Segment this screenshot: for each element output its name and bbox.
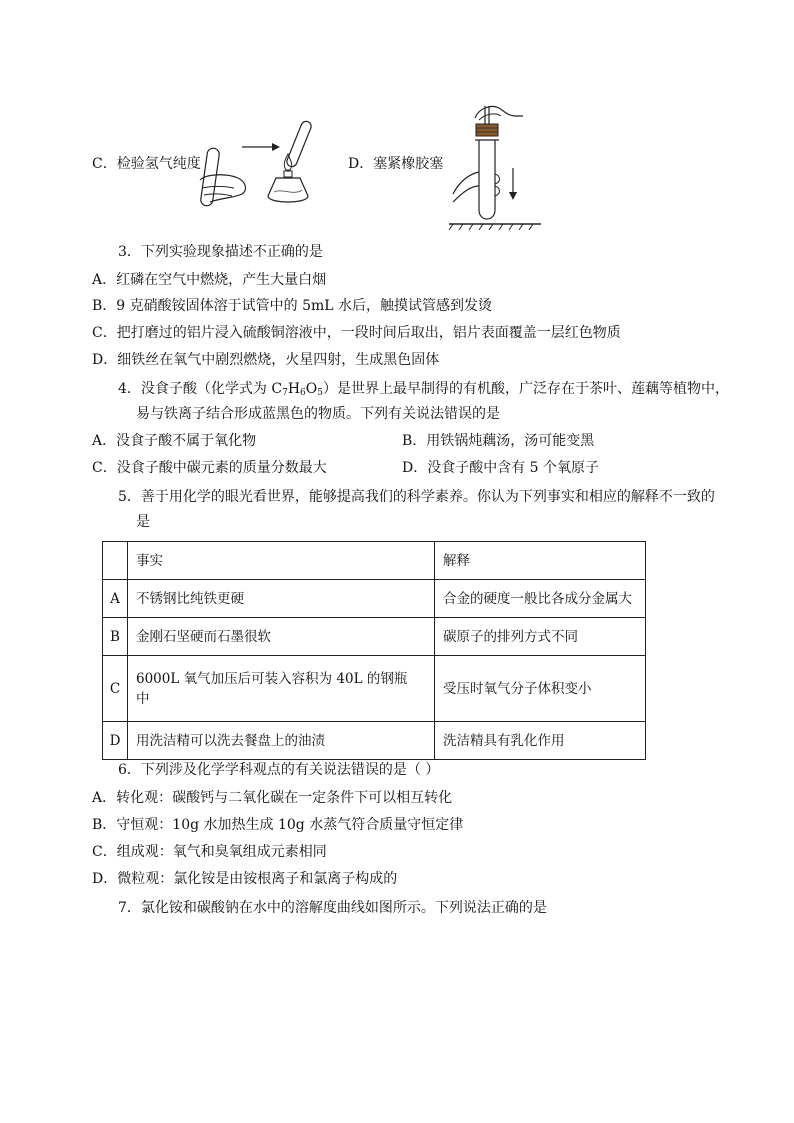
q3-option-c: C．把打磨过的铝片浸入硫酸铜溶液中，一段时间后取出，铝片表面覆盖一层红色物质 [92, 325, 621, 341]
q5-stem-line2: 是 [136, 514, 150, 530]
q3-option-b: B．9 克硝酸铵固体溶于试管中的 5mL 水后，触摸试管感到发烫 [92, 298, 493, 314]
row-fact: 金刚石坚硬而石墨很软 [128, 618, 435, 656]
q6-stem: 6．下列涉及化学学科观点的有关说法错误的是（ ） [118, 762, 440, 778]
row-explain: 受压时氧气分子体积变小 [435, 656, 646, 722]
option-d-label: D．塞紧橡胶塞 [348, 156, 444, 172]
row-fact: 用洗洁精可以洗去餐盘上的油渍 [128, 722, 435, 760]
q3-option-d: D．细铁丝在氧气中剧烈燃烧，火星四射，生成黑色固体 [92, 352, 440, 368]
q4-option-b: B．用铁锅炖藕汤，汤可能变黑 [402, 433, 595, 449]
row-fact-line1: 6000L 氧气加压后可装入容积为 40L 的钢瓶 [136, 670, 408, 687]
q6-option-a: A．转化观：碳酸钙与二氧化碳在一定条件下可以相互转化 [92, 790, 453, 806]
q6-option-d: D．微粒观：氯化铵是由铵根离子和氯离子构成的 [92, 871, 398, 887]
table-header-row [103, 542, 646, 580]
q7-stem: 7．氯化铵和碳酸钠在水中的溶解度曲线如图所示。下列说法正确的是 [118, 900, 547, 916]
hydrogen-purity-test-figure [196, 118, 326, 213]
q3-stem: 3．下列实验现象描述不正确的是 [118, 244, 323, 260]
header-cell-fact: 事实 [128, 542, 435, 580]
row-explain: 合金的硬度一般比各成分金属大 [435, 580, 646, 618]
q3-option-a: A．红磷在空气中燃烧，产生大量白烟 [92, 272, 327, 288]
row-label: A [103, 580, 128, 618]
row-label: B [103, 618, 128, 656]
option-c-label: C．检验氢气纯度 [92, 156, 201, 172]
q6-option-c: C．组成观：氧气和臭氧组成元素相同 [92, 844, 327, 860]
q6-option-b: B．守恒观：10g 水加热生成 10g 水蒸气符合质量守恒定律 [92, 817, 464, 833]
header-cell-explain: 解释 [435, 542, 646, 580]
q4-stem-line2: 易与铁离子结合形成蓝黑色的物质。下列有关说法错误的是 [136, 406, 500, 422]
q4-option-c: C．没食子酸中碳元素的质量分数最大 [92, 460, 327, 476]
table-row [103, 618, 646, 656]
row-fact [128, 656, 435, 722]
row-explain: 洗洁精具有乳化作用 [435, 722, 646, 760]
table-row [103, 722, 646, 760]
q5-stem-line1: 5．善于用化学的眼光看世界，能够提高我们的科学素养。你认为下列事实和相应的解释不一致的 [118, 489, 715, 505]
insert-stopper-figure [445, 98, 545, 230]
table-row [103, 656, 646, 722]
q4-option-a: A．没食子酸不属于氧化物 [92, 433, 257, 449]
q5-facts-table [102, 541, 646, 760]
q4-stem-line1: 4．没食子酸（化学式为 $C_7H_6O_5$）是世界上最早制得的有机酸，广泛存在于茶叶、莲藕等植物中， [118, 381, 729, 398]
q4-option-d: D．没食子酸中含有 5 个氧原子 [402, 460, 600, 476]
header-cell-blank [103, 542, 128, 580]
row-label: C [103, 656, 128, 722]
row-fact-line2: 中 [136, 690, 150, 707]
row-explain: 碳原子的排列方式不同 [435, 618, 646, 656]
row-fact: 不锈钢比纯铁更硬 [128, 580, 435, 618]
table-row [103, 580, 646, 618]
row-label: D [103, 722, 128, 760]
